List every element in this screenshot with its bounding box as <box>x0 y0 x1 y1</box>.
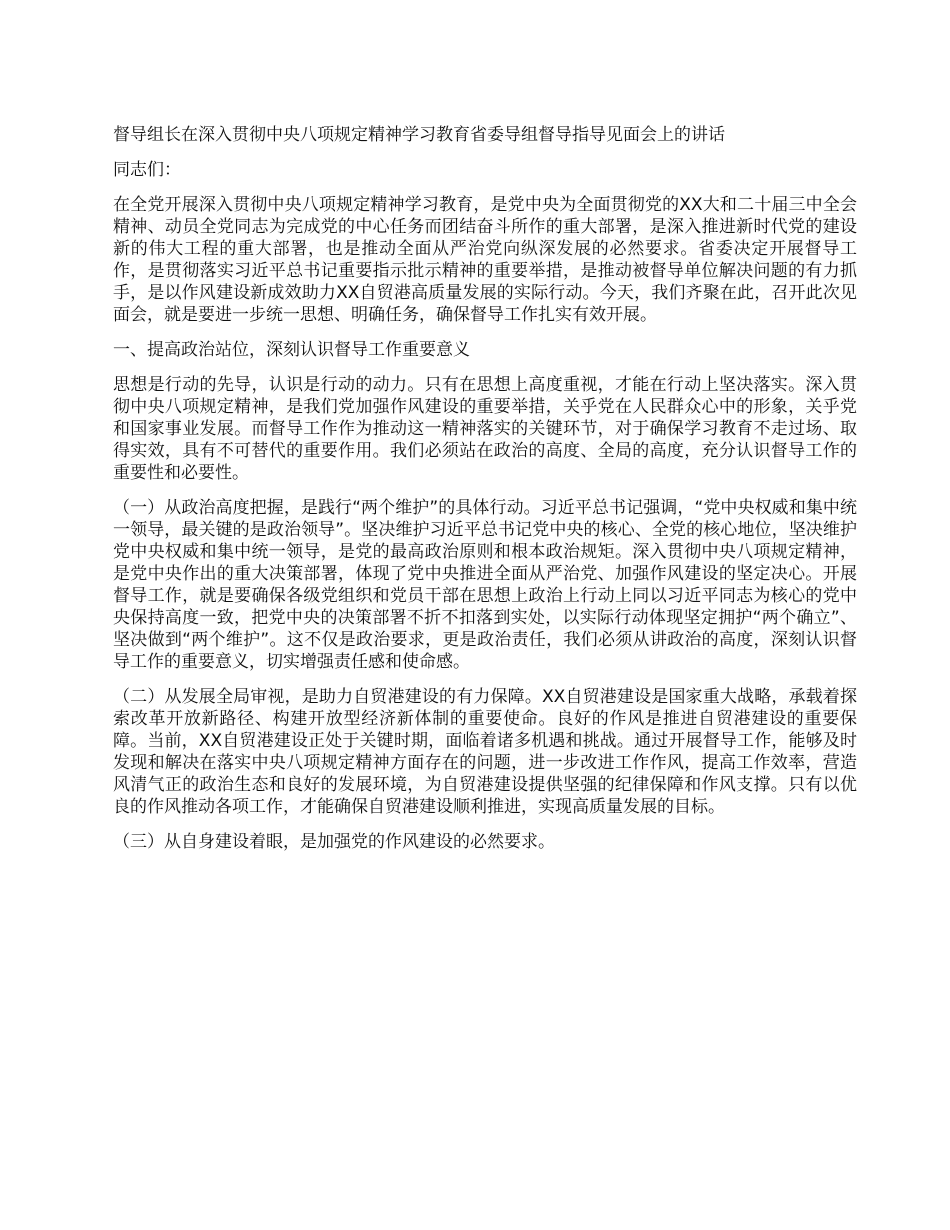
section-heading-1: 一、提高政治站位，深刻认识督导工作重要意义 <box>113 340 470 360</box>
intro-paragraph: 在全党开展深入贯彻中央八项规定精神学习教育，是党中央为全面贯彻党的XX大和二十届三中全会精神、动员全党同志为完成党的中心任务而团结奋斗所作的重大部署，是深入推进新时代党的建设新的伟大工程的重大部署，也是推动全面从严治党向纵深发展的必然要求。省委决定开展督导工作，是贯彻落实习近平总书记重要指示批示精神的重要举措，是推动被督导单位解决问题的有力抓手，是以作风建设新成效助力XX自贸港高质量发展的实际行动。今天，我们齐聚在此，召开此次见面会，就是要进一步统一思想、明确任务，确保督导工作扎实有效开展。 <box>113 195 857 325</box>
point-1-paragraph: （一）从政治高度把握，是践行“两个维护”的具体行动。习近平总书记强调，“党中央权威和集中统一领导，最关键的是政治领导”。坚决维护习近平总书记党中央的核心、全党的核心地位，坚决维护党中央权威和集中统一领导，是党的最高政治原则和根本政治规矩。深入贯彻中央八项规定精神，是党中央作出的重大决策部署，体现了党中央推进全面从严治党、加强作风建设的坚定决心。开展督导工作，就是要确保各级党组织和党员干部在思想上政治上行动上同以习近平同志为核心的党中央保持高度一致，把党中央的决策部署不折不扣落到实处，以实际行动体现坚定拥护“两个确立”、坚决做到“两个维护”。这不仅是政治要求，更是政治责任，我们必须从讲政治的高度，深刻认识督导工作的重要意义，切实增强责任感和使命感。 <box>113 498 857 672</box>
point-2-paragraph: （二）从发展全局审视，是助力自贸港建设的有力保障。XX自贸港建设是国家重大战略，承载着探索改革开放新路径、构建开放型经济新体制的重要使命。良好的作风是推进自贸港建设的重要保障。当前，XX自贸港建设正处于关键时期，面临着诸多机遇和挑战。通过开展督导工作，能够及时发现和解决在落实中央八项规定精神方面存在的问题，进一步改进工作作风，提高工作效率，营造风清气正的政治生态和良好的发展环境，为自贸港建设提供坚强的纪律保障和作风支撑。只有以优良的作风推动各项工作，才能确保自贸港建设顺利推进，实现高质量发展的目标。 <box>113 687 857 817</box>
document-title: 督导组长在深入贯彻中央八项规定精神学习教育省委导组督导指导见面会上的讲话 <box>113 125 725 145</box>
document-body <box>113 124 857 866</box>
salutation: 同志们： <box>113 160 181 180</box>
point-3-heading: （三）从自身建设着眼，是加强党的作风建设的必然要求。 <box>113 832 555 852</box>
section-1-paragraph: 思想是行动的先导，认识是行动的动力。只有在思想上高度重视，才能在行动上坚决落实。深入贯彻中央八项规定精神，是我们党加强作风建设的重要举措，关乎党在人民群众心中的形象，关乎党和国家事业发展。而督导工作作为推动这一精神落实的关键环节，对于确保学习教育不走过场、取得实效，具有不可替代的重要作用。我们必须站在政治的高度、全局的高度，充分认识督导工作的重要性和必要性。 <box>113 375 857 483</box>
